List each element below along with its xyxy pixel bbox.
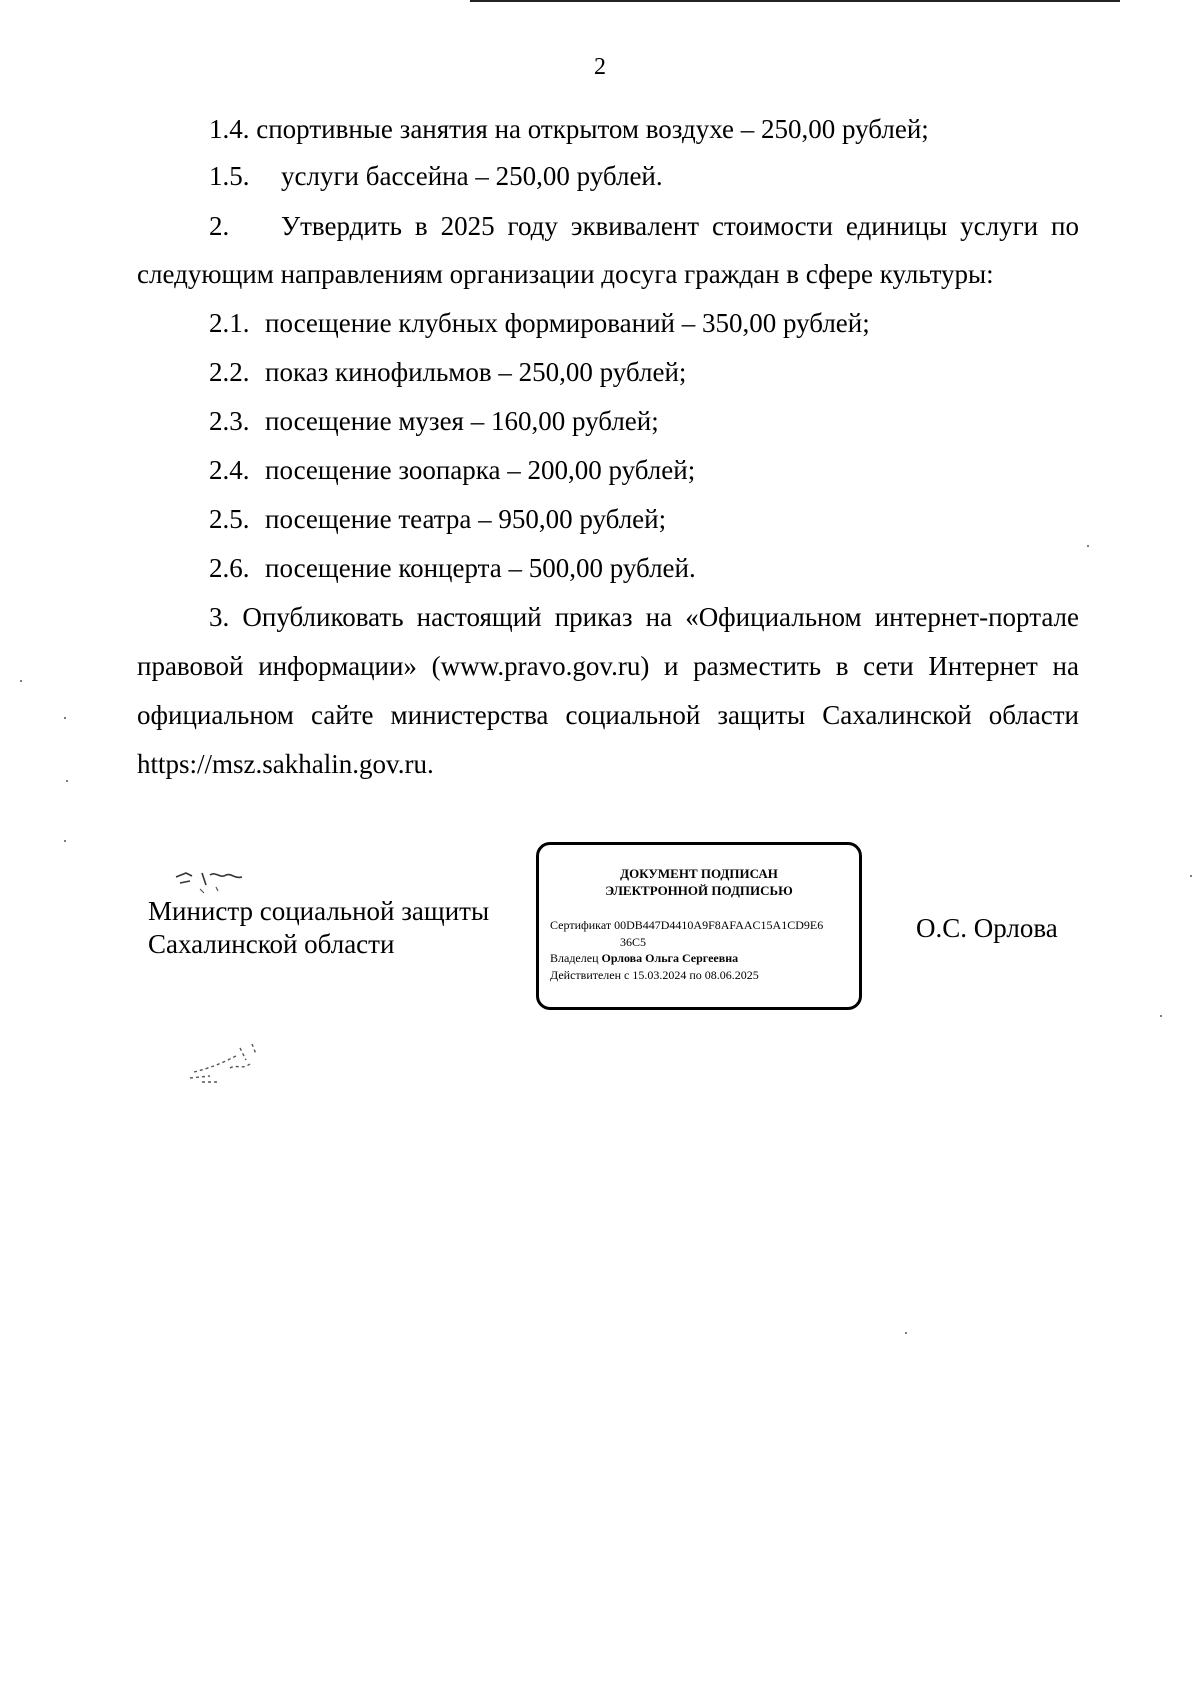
owner-label: Владелец: [550, 951, 599, 965]
item-text: спортивные занятия на открытом воздухе – 250,00 рублей;: [256, 114, 929, 144]
certificate-label: Сертификат: [550, 918, 612, 932]
paragraph-3-line-4: https://msz.sakhalin.gov.ru.: [137, 749, 434, 779]
scan-speck: [20, 680, 22, 682]
item-number: 2.6.: [209, 553, 250, 583]
item-number: 1.4.: [209, 114, 250, 144]
paragraph-3-line-1: 3. Опубликовать настоящий приказ на «Официальном интернет-портале: [209, 602, 1079, 632]
list-item: [209, 551, 696, 585]
item-text: посещение клубных формирований – 350,00 рублей;: [265, 308, 870, 338]
list-item: [209, 404, 659, 438]
item-text: показ кинофильмов – 250,00 рублей;: [265, 357, 687, 387]
item-text: услуги бассейна – 250,00 рублей.: [281, 161, 663, 191]
list-item: [209, 112, 929, 146]
certificate-value-cont: 36C5: [620, 934, 647, 949]
validity-line: Действителен с 15.03.2024 по 08.06.2025: [550, 967, 759, 982]
list-item: [209, 453, 695, 487]
owner-value: Орлова Ольга Сергеевна: [601, 951, 739, 965]
certificate-value: 00DB447D4410A9F8AFAAC15A1CD9E6: [614, 918, 824, 932]
stamp-title: [539, 865, 859, 899]
signatory-position: [148, 895, 489, 961]
list-item: [209, 502, 666, 536]
paragraph-2-line-1: [209, 209, 1079, 243]
certificate-line: [550, 917, 859, 934]
paragraph-text: Утвердить в 2025 году эквивалент стоимости единицы услуги по: [281, 211, 1079, 241]
list-item: [209, 306, 870, 340]
signature-scribble: [180, 1038, 290, 1088]
item-text: посещение зоопарка – 200,00 рублей;: [265, 455, 696, 485]
scan-speck: [66, 780, 68, 782]
item-text: посещение театра – 950,00 рублей;: [265, 504, 667, 534]
scan-speck: [1160, 1015, 1162, 1017]
owner-line: [550, 950, 859, 967]
scan-speck: [64, 717, 66, 719]
item-text: посещение музея – 160,00 рублей;: [265, 406, 659, 436]
item-number: 2.: [209, 211, 230, 241]
item-number: 2.1.: [209, 308, 250, 338]
top-edge-rule: [470, 0, 1120, 2]
scan-speck: [1087, 545, 1089, 547]
scan-speck: [1190, 875, 1192, 877]
signatory-name: О.С. Орлова: [916, 913, 1058, 943]
stamp-title-line: ЭЛЕКТРОННОЙ ПОДПИСЬЮ: [605, 883, 793, 898]
position-line: Сахалинской области: [148, 929, 395, 959]
paragraph-3-line-3: официальном сайте министерства социальной защиты Сахалинской области: [137, 700, 1079, 730]
item-number: 2.4.: [209, 455, 250, 485]
electronic-signature-stamp: [536, 842, 862, 1010]
list-item: [209, 159, 663, 193]
item-number: 2.2.: [209, 357, 250, 387]
scan-speck: [64, 840, 66, 842]
stamp-details: [539, 917, 859, 983]
list-item: [209, 355, 686, 389]
paragraph-3-line-2: правовой информации» (www.pravo.gov.ru) и разместить в сети Интернет на: [137, 651, 1079, 681]
item-number: 2.3.: [209, 406, 250, 436]
page-number: 2: [594, 54, 606, 80]
position-line: Министр социальной защиты: [148, 896, 490, 926]
scan-speck: [905, 1332, 907, 1334]
stamp-title-line: ДОКУМЕНТ ПОДПИСАН: [620, 866, 778, 881]
item-number: 1.5.: [209, 161, 250, 191]
paragraph-2-line-2: следующим направлениям организации досуга граждан в сфере культуры:: [137, 259, 994, 289]
item-number: 2.5.: [209, 504, 250, 534]
item-text: посещение концерта – 500,00 рублей.: [265, 553, 696, 583]
